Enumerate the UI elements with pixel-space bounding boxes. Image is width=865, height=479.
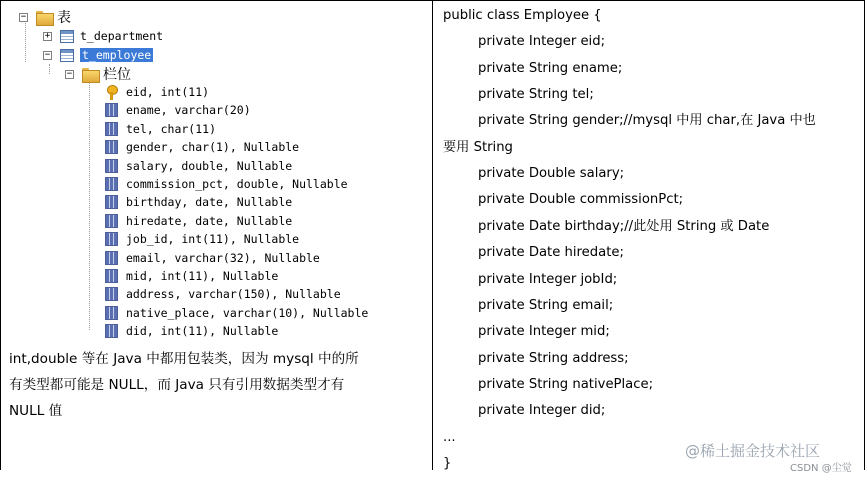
column-icon: [105, 232, 118, 246]
collapse-icon[interactable]: −: [20, 11, 27, 22]
column-label: salary, double, Nullable: [126, 158, 293, 173]
column-label: job_id, int(11), Nullable: [126, 232, 300, 247]
code-line: private Date hiredate;: [478, 245, 624, 261]
code-line: private Integer did;: [478, 403, 606, 419]
tree-column-item[interactable]: [105, 157, 292, 175]
column-label: mid, int(11), Nullable: [126, 269, 279, 283]
tree-column-item[interactable]: [105, 304, 368, 322]
code-line: ...: [443, 429, 456, 445]
column-label: eid, int(11): [126, 85, 210, 99]
column-icon: [105, 103, 118, 117]
column-icon: [105, 306, 118, 320]
tree-column-item[interactable]: [105, 83, 209, 101]
column-label: email, varchar(32), Nullable: [126, 250, 320, 265]
table-name: t_department: [80, 29, 164, 43]
collapse-icon[interactable]: −: [66, 68, 73, 79]
tree-table-t-department[interactable]: [43, 27, 163, 45]
note-line: 有类型都可能是 NULL，而 Java 只有引用数据类型才有: [9, 377, 345, 393]
column-icon: [105, 324, 118, 338]
column-label: hiredate, date, Nullable: [126, 213, 293, 228]
tree-connector: [89, 82, 90, 330]
column-label: ename, varchar(20): [126, 103, 251, 118]
tree-connector: [25, 20, 26, 62]
column-label: tel, char(11): [126, 121, 217, 136]
table-name-selected: t_employee: [82, 48, 152, 62]
column-icon: [105, 214, 118, 228]
column-label: address, varchar(150), Nullable: [126, 287, 341, 302]
tree-column-item[interactable]: [105, 249, 320, 267]
tree-root[interactable]: [19, 8, 71, 26]
code-line: private Double commissionPct;: [478, 192, 684, 208]
code-line: private String gender;//mysql 中用 char,在 Java 中也: [478, 113, 816, 129]
tree-connector: [49, 64, 50, 74]
column-icon: [105, 159, 118, 173]
code-line: private String tel;: [478, 87, 594, 103]
expand-icon[interactable]: +: [44, 30, 51, 41]
code-line: private Date birthday;//此处用 String 或 Date: [478, 218, 770, 234]
code-line: private String ename;: [478, 60, 623, 76]
tree-column-item[interactable]: [105, 138, 299, 156]
schema-pane: [1, 0, 432, 470]
tree-root-label: 表: [57, 10, 71, 26]
collapse-icon[interactable]: −: [44, 49, 51, 60]
tree-column-item[interactable]: [105, 212, 292, 230]
tree-column-item[interactable]: [105, 193, 292, 211]
column-icon: [105, 269, 118, 283]
column-icon: [105, 177, 118, 191]
tree-table-t-employee[interactable]: [43, 46, 153, 64]
code-pane: [433, 0, 863, 470]
note-line: NULL 值: [9, 403, 63, 419]
code-line: private String address;: [478, 350, 629, 366]
column-icon: [105, 287, 118, 301]
key-icon: [105, 85, 118, 100]
columns-folder-label: 栏位: [103, 67, 131, 83]
code-line: private Integer mid;: [478, 324, 610, 340]
code-line: public class Employee {: [443, 8, 602, 23]
table-icon: [60, 49, 74, 62]
column-icon: [105, 140, 118, 154]
tree-column-item[interactable]: [105, 285, 341, 303]
column-label: native_place, varchar(10), Nullable: [126, 305, 369, 320]
tree-column-item[interactable]: [105, 267, 278, 285]
column-label: did, int(11), Nullable: [126, 324, 279, 339]
folder-icon: [36, 11, 52, 24]
tree-column-item[interactable]: [105, 230, 299, 248]
column-label: birthday, date, Nullable: [126, 195, 293, 210]
code-line: private String email;: [478, 297, 614, 313]
code-line: private Integer jobId;: [478, 271, 618, 287]
table-icon: [60, 30, 74, 43]
tree-column-item[interactable]: [105, 322, 278, 340]
watermark: @稀土掘金技术社区: [685, 442, 821, 460]
code-line: private Integer eid;: [478, 34, 606, 50]
tree-columns-folder[interactable]: [65, 65, 131, 83]
watermark-credit: CSDN @尘觉: [790, 463, 852, 474]
explanation-note: [9, 346, 427, 424]
column-icon: [105, 251, 118, 265]
code-line: }: [443, 455, 452, 471]
tree-column-item[interactable]: [105, 175, 348, 193]
note-line: int,double 等在 Java 中都用包装类，因为 mysql 中的所: [9, 351, 359, 367]
column-icon: [105, 195, 118, 209]
column-label: gender, char(1), Nullable: [126, 140, 300, 155]
code-line: private String nativePlace;: [478, 376, 654, 392]
tree-column-item[interactable]: [105, 101, 251, 119]
column-icon: [105, 122, 118, 136]
column-label: commission_pct, double, Nullable: [126, 177, 348, 191]
folder-open-icon: [82, 68, 98, 81]
code-line: private Double salary;: [478, 166, 625, 182]
code-line: 要用 String: [443, 139, 513, 155]
tree-column-item[interactable]: [105, 120, 216, 138]
